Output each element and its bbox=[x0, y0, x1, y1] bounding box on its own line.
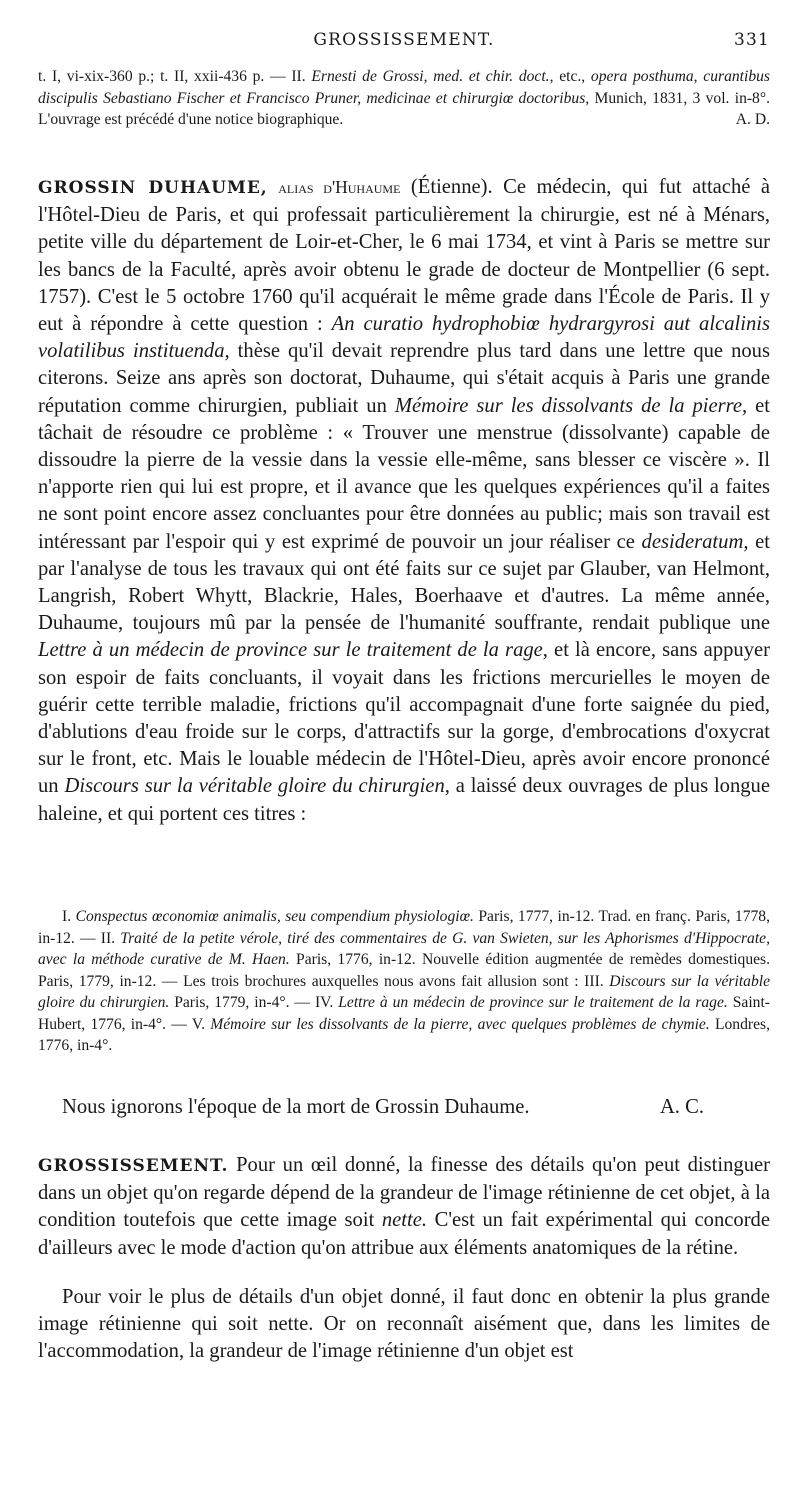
italic-run: Mémoire sur les dissolvants de la pierre, bbox=[394, 394, 748, 417]
italic-run: Mémoire sur les dissolvants de la pierre, avec quelques problèmes de chymie. bbox=[210, 1015, 710, 1033]
alias: alias d'Huhaume bbox=[278, 177, 401, 197]
italic-run: Discours sur la véritable gloire du chirurgien. bbox=[38, 972, 770, 1011]
running-head bbox=[38, 30, 770, 54]
entry-paragraph bbox=[38, 1152, 770, 1262]
page-number: 331 bbox=[733, 30, 770, 50]
text-run: C'est un fait expérimental qui concorde d'ailleurs avec le mode d'action qu'on attribue aux éléments anatomiques de la rétine. bbox=[38, 1209, 770, 1259]
previous-entry-ending bbox=[38, 66, 770, 131]
text-run: Pour un œil donné, la finesse des détails qu'on peut distinguer dans un objet qu'on regarde dépend de la grandeur de l'image rétinienne de cet objet, à la condition toutefois que cette image soit bbox=[38, 1154, 770, 1232]
text-run: a laissé deux ouvrages de plus longue haleine, et qui portent ces titres : bbox=[38, 775, 770, 825]
previous-entry-text bbox=[38, 66, 770, 131]
italic-run: opera posthuma, curantibus discipulis Sebastiano Fischer et Francisco Pruner, medicinae et chirurgiœ doctoribus, bbox=[38, 68, 770, 107]
headword: GROSSISSEMENT. bbox=[38, 1156, 229, 1176]
text-run: Paris, 1776, in-12. Nouvelle édition augmentée de remèdes domestiques. Paris, 1779, in-12. — Les trois brochures auxquelles nous avons fait allusion sont : III. bbox=[38, 951, 771, 990]
text-run: Ce médecin, qui fut attaché à l'Hôtel-Dieu de Paris, et qui professait particulièrement la chirurgie, est né à Ménars, petite ville du département de Loir-et-Cher, le 6 mai 1734, et vint à Paris se mettre sur les bancs de la Faculté, après avoir obtenu le grade de docteur de Montpellier (6 sept. 1757). C'est le 5 octobre 1760 qu'il acquérait le même grade dans l'École de Paris. Il y eut à répondre à cette question : bbox=[38, 176, 771, 336]
death-note bbox=[62, 1094, 762, 1121]
italic-run: Lettre à un médecin de province sur le traitement de la rage. bbox=[338, 994, 728, 1011]
text-run: t. I, bbox=[38, 68, 67, 85]
alias-name: (Étienne). bbox=[410, 176, 493, 198]
signature: A. C. bbox=[659, 1096, 704, 1118]
signature: A. D. bbox=[735, 111, 770, 128]
italic-run: Discours sur la véritable gloire du chirurgien, bbox=[64, 775, 450, 798]
death-note-line bbox=[62, 1094, 762, 1121]
entry-grossissement-continued bbox=[38, 1284, 770, 1366]
text-run: , etc., bbox=[549, 68, 591, 85]
entry-paragraph bbox=[38, 174, 770, 828]
italic-run: An curatio hydrophobiœ hydrargyrosi aut alcalinis volatilibus instituenda, bbox=[38, 313, 770, 363]
italic-run: Ernesti de Grossi, med. et chir. doct. bbox=[311, 68, 550, 85]
italic-run: desideratum, bbox=[641, 530, 749, 553]
text-run: Saint-Hubert, 1776, in-4°. — V. bbox=[38, 994, 770, 1033]
italic-run: Lettre à un médecin de province sur le traitement de la rage, bbox=[38, 639, 548, 662]
text-run: Paris, 1777, in-12. Trad. en franç. Paris, 1778, in-12. — II. bbox=[38, 908, 770, 947]
text-run: thèse qu'il devait reprendre plus tard dans une lettre que nous citerons. Seize ans après son doctorat, Duhaume, qui s'était acquis à Paris une grande réputation comme chirurgien, publiait un bbox=[38, 340, 770, 417]
text-run: vi-xix-360 p.; t. II, xxii-436 p. — II. bbox=[66, 68, 312, 85]
text-run: I. bbox=[62, 908, 76, 925]
entry-grossin-duhaume bbox=[38, 174, 770, 828]
text-run: et là encore, sans appuyer son espoir de faits concluants, il voyait dans les frictions mercurielles le moyen de guérir cette terrible maladie, frictions qu'il accompagnait d'une forte saignée du pied, d'ablutions d'eau froide sur le corps, d'attractifs sur la gorge, d'embrocations d'oxycrat sur le front, etc. Mais le louable médecin de l'Hôtel-Dieu, après avoir encore prononcé un bbox=[38, 639, 770, 798]
italic-run: Conspectus œconomiœ animalis, seu compendium physiologiœ. bbox=[75, 908, 474, 925]
text-run: et tâchait de résoudre ce problème : « Trouver une menstrue (dissolvante) capable de dissoudre la pierre de la vessie dans la vessie elle-même, sans blesser ce viscère ». Il n'apporte rien qui lui est propre, et il avance que les quelques expériences qu'il a faites ne sont point encore assez concluantes pour être données au public; mais son travail est intéressant par l'espoir qui y est exprimé de pouvoir un jour réaliser ce bbox=[38, 394, 771, 553]
text-run: Munich, 1831, 3 vol. in-8°. L'ouvrage est précédé d'une notice biographique. bbox=[38, 89, 770, 128]
text-run: Londres, 1776, in-4°. bbox=[38, 1015, 770, 1054]
bibliography bbox=[38, 906, 770, 1057]
text-run: et par l'analyse de tous les travaux qui ont été faits sur ce sujet par Glauber, van Helmont, Langrish, Robert Whytt, Blackrie, Hales, Boerhaave et d'autres. La même année, Duhaume, toujours mû par la pensée de l'humanité souffrante, rendait publique une bbox=[38, 530, 770, 635]
italic-run: nette. bbox=[381, 1209, 428, 1232]
text-run: Paris, 1779, in-4°. — IV. bbox=[169, 994, 339, 1011]
running-title: GROSSISSEMENT. bbox=[313, 30, 495, 50]
entry-grossissement bbox=[38, 1152, 770, 1262]
italic-run: Traité de la petite vérole, tiré des commentaires de G. van Swieten, sur les Aphorismes d'Hippocrate, avec la méthode curative de M. Haen. bbox=[38, 929, 771, 968]
bibliography-text bbox=[38, 906, 770, 1057]
death-note-text: Nous ignorons l'époque de la mort de Grossin Duhaume. bbox=[62, 1096, 530, 1118]
entry-paragraph: Pour voir le plus de détails d'un objet donné, il faut donc en obtenir la plus grande image rétinienne qui soit nette. Or on reconnaît aisément que, dans les limites de l'accommodation, la grandeur de l'image rétinienne d'un objet est bbox=[38, 1286, 770, 1363]
headword: GROSSIN DUHAUME, bbox=[38, 178, 268, 198]
